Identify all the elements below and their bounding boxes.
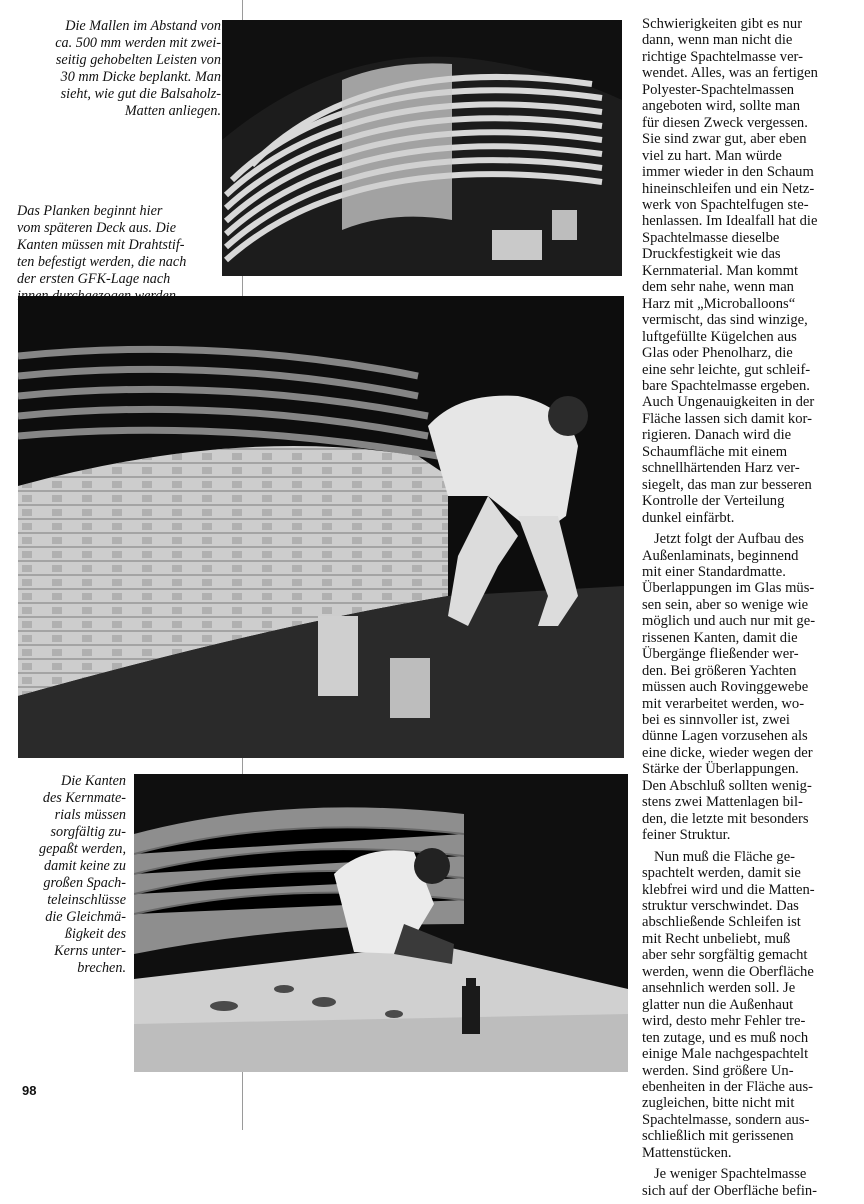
photo-worker-fitting-core-image <box>134 774 628 1072</box>
photo-worker-planking-image <box>18 296 624 758</box>
photo-hull-framework <box>222 20 622 276</box>
article-paragraph: Nun muß die Fläche ge- spachtelt werden, damit sie klebfrei wird und die Matten- struktur verschwindet. Das abschließende Schleifen ist mit Recht unbeliebt, muß aber sehr sorgfältig gemacht werden, wenn die Oberfläche ansehnlich werden soll. Je glatter nun die Außenhaut wird, desto mehr Fehler tre- ten zutage, und es muß noch einige Male nachgespachtelt werden. Sind größere Un- ebenheiten in der Fläche aus- zugleichen, bitte nicht mit Spachtelmasse, sondern aus- schließlich mit gerissenen Mattenstücken. <box>642 848 815 1161</box>
caption-bottom-photo: Die Kanten des Kernmate- rials müssen sorgfältig zu- gepaßt werden, damit keine zu großen Spach- teleinschlüsse die Gleichmä- ßigkeit des Kerns unter- brechen. <box>39 773 126 976</box>
photo-worker-fitting-core <box>134 774 628 1072</box>
article-paragraph: Jetzt folgt der Aufbau des Außenlaminats, beginnend mit einer Standardmatte. Überlappungen im Glas müs- sen sein, aber so wenige wie möglich und auch nur mit ge- rissenen Kanten, damit die Übergänge fließender wer- den. Bei größeren Yachten müssen auch Rovinggewebe mit verarbeitet werden, wo- bei es sinnvoller ist, zwei dünne Lagen vorzusehen als eine dicke, wieder wegen der Stärke der Überlappungen. Den Abschluß sollten wenig- stens zwei Mattenlagen bil- den, die letzte mit besonders feiner Struktur. <box>642 531 816 844</box>
caption-middle-photo: Das Planken beginnt hier vom späteren Deck aus. Die Kanten müssen mit Drahtstif- ten befestigt werden, die nach der ersten GFK-Lage nach <box>17 203 187 287</box>
article-paragraph: Schwierigkeiten gibt es nur dann, wenn man nicht die richtige Spachtelmasse ver- wendet. Alles, was an fertigen Polyester-Spachtelmassen angeboten wird, sollte man für diesen Zweck vergessen. Sie sind zwar gut, aber eben viel zu hart. Man würde immer wieder in den Schaum hineinschleifen und ein Netz- werk von Spachtelfugen ste- henlassen. Im Idealfall hat die Spachtelmasse dieselbe Druckfestigkeit wie das Kernmaterial. Man kommt dem sehr nahe, wenn man Harz mit „Microballoons“ vermischt, das sind winzige, luftgefüllte Kügelchen aus Glas oder Phenolharz, die eine sehr leichte, gut schleif- bare Spachtelmasse ergeben. Auch Ungenauigkeiten in der Fläche lassen sich damit kor- rigieren. Danach wird die Schaumfläche mit einem schnellhärtenden Harz ver- siegelt, das man zur besseren Kontrolle der Verteilung dunkel einfärbt. <box>642 16 818 526</box>
photo-worker-planking <box>18 296 624 758</box>
photo-hull-framework-image <box>222 20 622 276</box>
article-body-column <box>642 16 834 1204</box>
caption-top-photo: Die Mallen im Abstand von ca. 500 mm werden mit zwei- seitig gehobelten Leisten von 30 mm Dicke beplankt. Man sieht, wie gut die Balsaholz- Matten anliegen. <box>55 18 221 119</box>
page-number: 98 <box>22 1083 37 1098</box>
article-paragraph: Je weniger Spachtelmasse sich auf der Oberfläche befin- <box>642 1166 818 1199</box>
